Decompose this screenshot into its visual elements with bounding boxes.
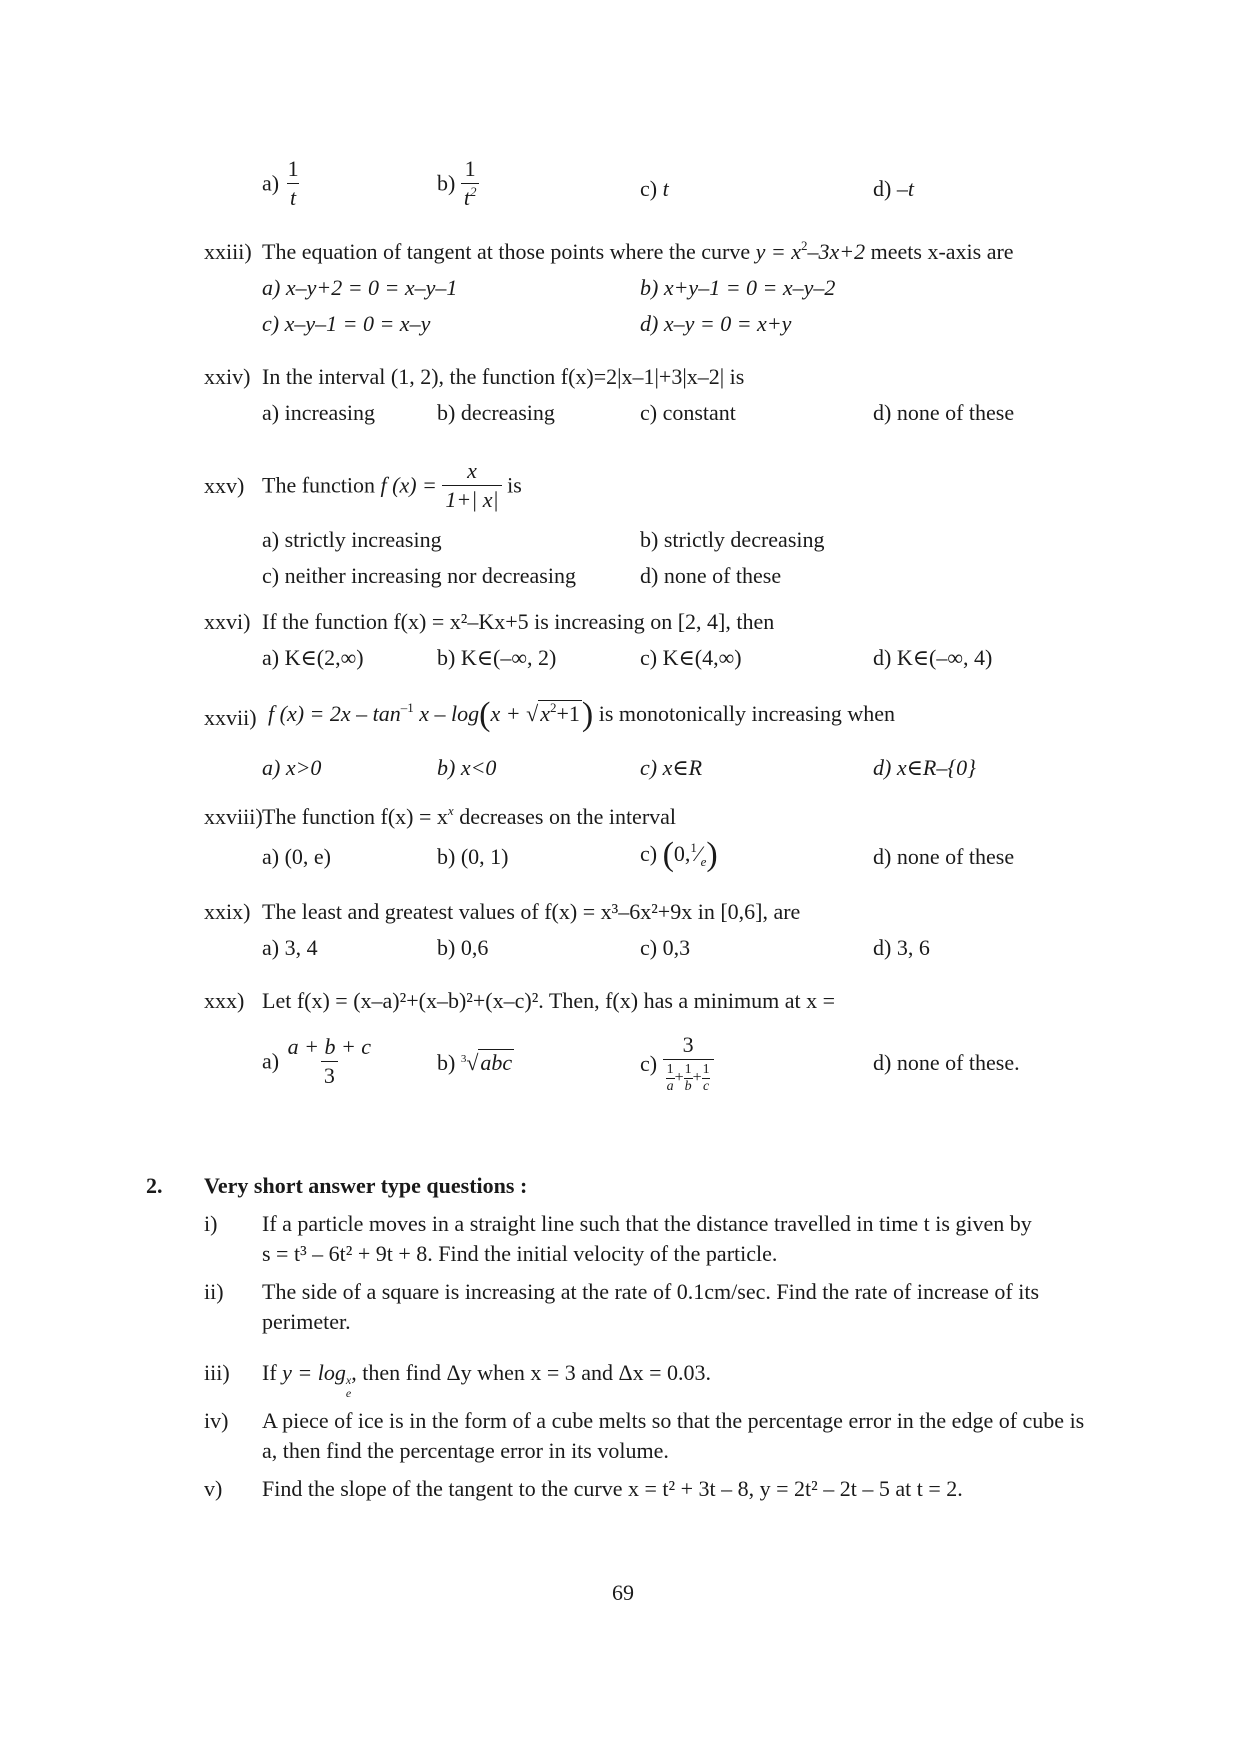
- section-title: Very short answer type questions :: [204, 1173, 528, 1198]
- vsa-v-number: v): [204, 1476, 223, 1501]
- q24-option-b: b) decreasing: [437, 400, 555, 425]
- q23-number: xxiii): [204, 239, 252, 264]
- q29-number: xxix): [204, 899, 251, 924]
- q27-option-b: b) x<0: [437, 755, 497, 780]
- vsa-iii-line1: If y = log x e , then find Δy when x = 3 and Δx = 0.03.: [262, 1360, 712, 1401]
- q29-option-b: b) 0,6: [437, 935, 489, 960]
- q30-option-d: d) none of these.: [873, 1050, 1020, 1075]
- vsa-i-number: i): [204, 1211, 218, 1236]
- q29-option-c: c) 0,3: [640, 935, 691, 960]
- page-number: 69: [612, 1580, 634, 1605]
- q26-option-d: d) K∈(–∞, 4): [873, 645, 993, 670]
- q30-stem: Let f(x) = (x–a)²+(x–b)²+(x–c)². Then, f(x) has a minimum at x =: [262, 988, 836, 1013]
- q25-number: xxv): [204, 473, 245, 498]
- q25-option-b: b) strictly decreasing: [640, 527, 825, 552]
- q30-number: xxx): [204, 988, 245, 1013]
- q30-option-c: c) 3 $\frac{1}{a}$ + $\frac{1}{b}$ + $\frac{1}{c}$: [640, 1034, 714, 1094]
- q24-stem: In the interval (1, 2), the function f(x)=2|x–1|+3|x–2| is: [262, 364, 745, 389]
- q25-option-d: d) none of these: [640, 563, 782, 588]
- q24-option-d: d) none of these: [873, 400, 1015, 425]
- vsa-iv-number: iv): [204, 1408, 229, 1433]
- q23-option-a: a) x–y+2 = 0 = x–y–1: [262, 275, 458, 300]
- q26-option-b: b) K∈(–∞, 2): [437, 645, 557, 670]
- q28-option-c: c) $(0,^1⁄_e)$: [640, 836, 718, 873]
- q27-option-a: a) x>0: [262, 755, 322, 780]
- q23-option-b: b) x+y–1 = 0 = x–y–2: [640, 275, 836, 300]
- q26-option-a: a) K∈(2,∞): [262, 645, 364, 670]
- q25-stem: The function f (x) = $\frac{x}{1+| x|}$ is: [262, 458, 522, 512]
- q28-option-d: d) none of these: [873, 844, 1015, 869]
- q29-option-d: d) 3, 6: [873, 935, 930, 960]
- q30-option-b: b) $^3$√abc: [437, 1050, 513, 1075]
- q24-number: xxiv): [204, 364, 251, 389]
- q25-option-c: c) neither increasing nor decreasing: [262, 563, 576, 588]
- vsa-ii-line1: The side of a square is increasing at the rate of 0.1cm/sec. Find the rate of increase of its: [262, 1279, 1040, 1304]
- q30-option-a: a) $\frac{a + b + c}{3}$: [262, 1034, 372, 1088]
- q27-option-c: c) x∈R: [640, 755, 703, 780]
- q26-number: xxvi): [204, 609, 251, 634]
- q29-stem: The least and greatest values of f(x) = x³–6x²+9x in [0,6], are: [262, 899, 801, 924]
- q24-option-c: c) constant: [640, 400, 736, 425]
- vsa-iii-number: iii): [204, 1360, 230, 1385]
- q22-option-d: d) –t: [873, 176, 914, 201]
- vsa-v-line1: Find the slope of the tangent to the curve x = t² + 3t – 8, y = 2t² – 2t – 5 at t = 2.: [262, 1476, 963, 1501]
- section-number: 2.: [146, 1173, 163, 1198]
- q28-stem: The function $f(x) = x^x$ decreases on the interval: [262, 803, 677, 829]
- q27-number: xxvii): [204, 705, 257, 730]
- vsa-iv-line1: A piece of ice is in the form of a cube melts so that the percentage error in the edge of cube is: [262, 1408, 1085, 1433]
- vsa-i-line2: s = t³ – 6t² + 9t + 8. Find the initial velocity of the particle.: [262, 1241, 778, 1266]
- q25-option-a: a) strictly increasing: [262, 527, 442, 552]
- q24-option-a: a) increasing: [262, 400, 375, 425]
- vsa-iv-line2: a, then find the percentage error in its volume.: [262, 1438, 669, 1463]
- q29-option-a: a) 3, 4: [262, 935, 318, 960]
- q22-option-c: c) t: [640, 176, 669, 201]
- vsa-ii-line2: perimeter.: [262, 1309, 351, 1334]
- q23-stem: The equation of tangent at those points where the curve $y = x^2-3x+2$ meets x-axis are: [262, 238, 1014, 264]
- q26-stem: If the function f(x) = x²–Kx+5 is increasing on [2, 4], then: [262, 609, 775, 634]
- q26-option-c: c) K∈(4,∞): [640, 645, 742, 670]
- q22-option-a: a) $\frac{1}{t}$: [262, 156, 299, 210]
- q28-number: xxviii): [204, 804, 263, 829]
- q27-stem: f $(x) = 2x - \tan^{-1} x - \log(x + √x^2+1)$ is monotonically increasing when: [268, 696, 896, 733]
- vsa-i-line1: If a particle moves in a straight line such that the distance travelled in time t is given by: [262, 1211, 1032, 1236]
- q22-option-b: b) $\frac{1}{t^2}$: [437, 158, 479, 209]
- vsa-ii-number: ii): [204, 1279, 224, 1304]
- q27-option-d: d) x∈R–{0}: [873, 755, 976, 780]
- q28-option-a: a) (0, e): [262, 844, 332, 869]
- q23-option-d: d) x–y = 0 = x+y: [640, 311, 792, 336]
- q23-option-c: c) x–y–1 = 0 = x–y: [262, 311, 431, 336]
- q28-option-b: b) (0, 1): [437, 844, 509, 869]
